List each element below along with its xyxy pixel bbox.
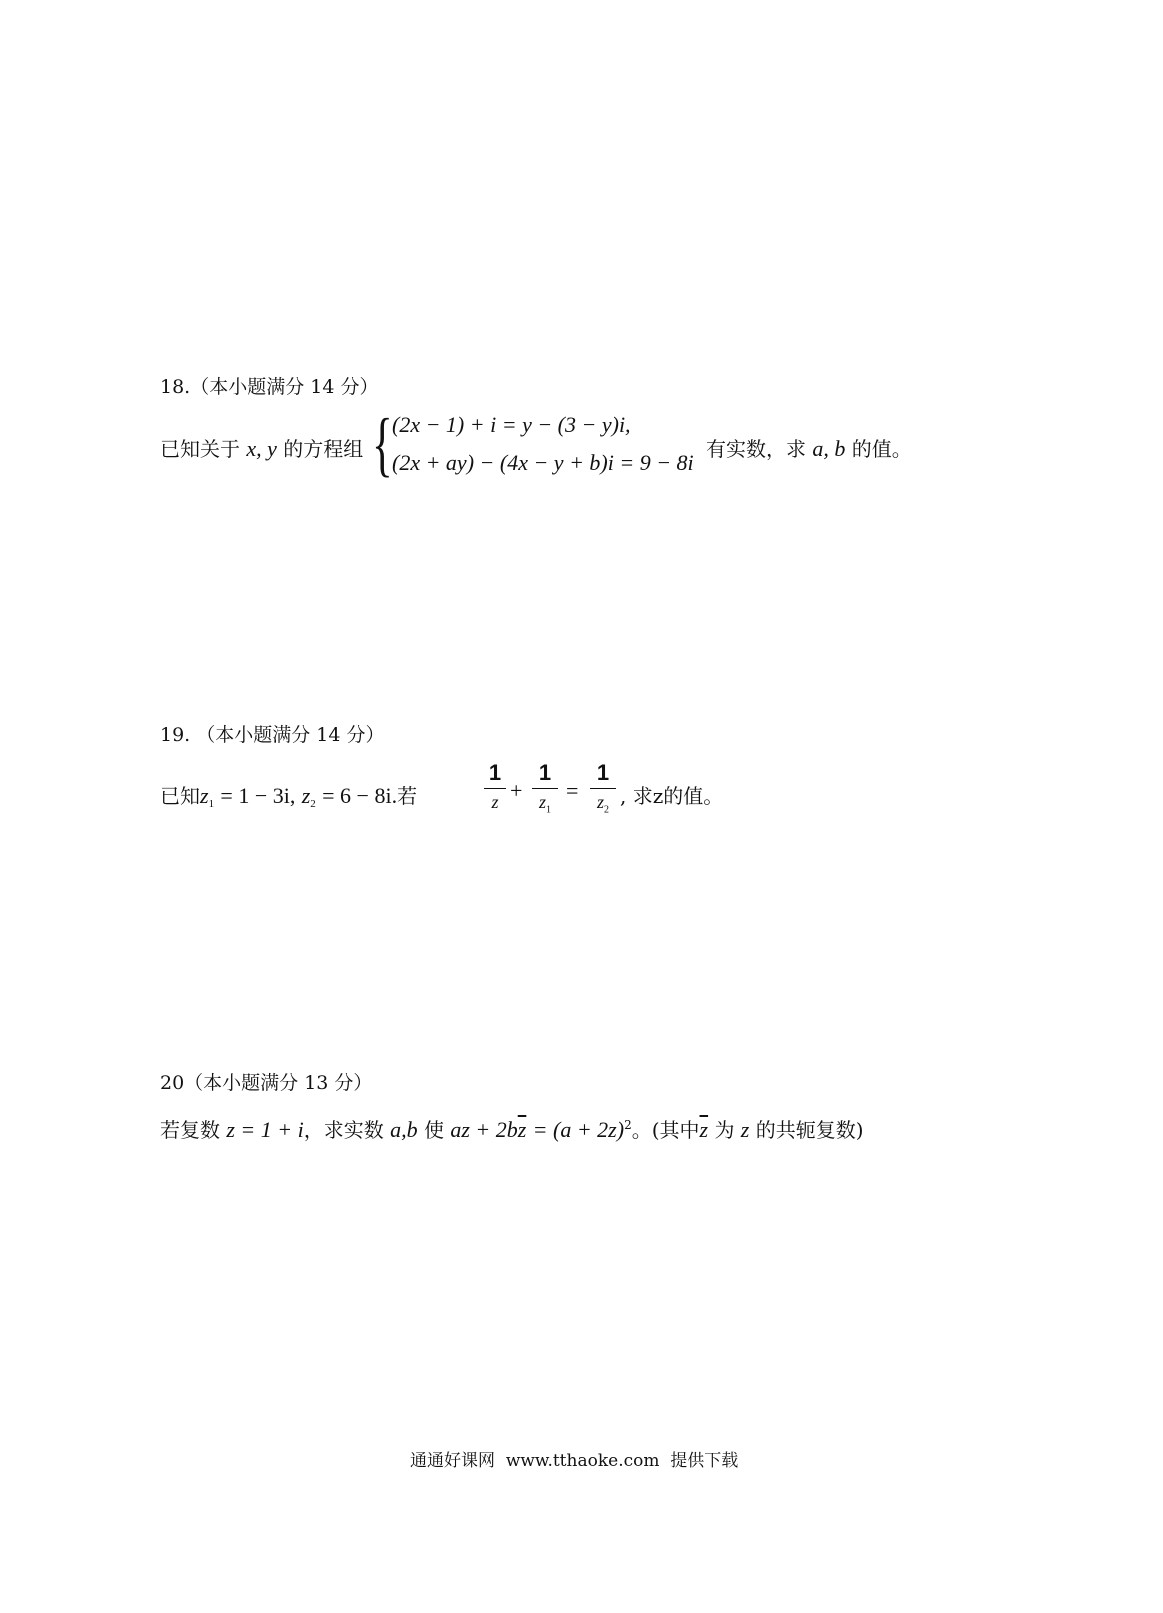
footer-suffix: 提供下载 bbox=[670, 1451, 739, 1471]
q20-note-open: 。(其中 bbox=[631, 1118, 700, 1142]
footer-site-name: 通通好课网 bbox=[410, 1451, 495, 1471]
q20-text-mid: ，求实数 bbox=[303, 1118, 384, 1142]
q19-header: 19. （本小题满分 14 分） bbox=[160, 724, 385, 746]
q19-frac1-denominator: z bbox=[491, 792, 499, 812]
q19-text-after: , 求z的值。 bbox=[620, 784, 724, 808]
q19-text-before: 已知 bbox=[160, 784, 200, 808]
q18-text-end: 的值。 bbox=[851, 437, 912, 461]
q20-note-zbar: $\overline{z}$ bbox=[699, 1117, 709, 1142]
q19-z1-symbol: $z_1$ bbox=[200, 783, 215, 810]
footer-url[interactable]: www.tthaoke.com bbox=[505, 1451, 660, 1471]
q20-note-z: z bbox=[740, 1117, 750, 1142]
q20-note-is: 为 bbox=[714, 1118, 735, 1142]
q20-expr-right: = (a + 2z) bbox=[532, 1117, 625, 1142]
q19-z2-definition: = 6 − 8i. bbox=[322, 783, 398, 808]
q18-vars-ab: a, b bbox=[812, 436, 846, 461]
q19-z2-symbol: $z_2$ bbox=[301, 783, 316, 810]
q20-expr-left: az + 2b bbox=[450, 1117, 518, 1142]
q20-vars-ab: a,b bbox=[390, 1117, 418, 1142]
q19-stem-lead bbox=[160, 780, 417, 810]
q19-equals-sign: = bbox=[566, 778, 579, 803]
q18-text-after: 有实数，求 bbox=[706, 437, 806, 461]
q18-equation-2: (2x + ay) − (4x − y + b)i = 9 − 8i bbox=[392, 450, 694, 475]
q19-fraction-1-over-z bbox=[484, 760, 506, 813]
q18-text-before: 已知关于 bbox=[160, 437, 240, 461]
q19-frac2-denominator: $z_1$ bbox=[538, 792, 551, 816]
q19-fraction-1-over-z1 bbox=[532, 760, 558, 822]
q19-frac1-numerator: 1 bbox=[488, 760, 502, 785]
q20-z-definition: z = 1 + i bbox=[226, 1117, 304, 1142]
q18-text-mid: 的方程组 bbox=[283, 437, 364, 461]
q18-stem-lead bbox=[160, 433, 363, 462]
q20-exponent: 2 bbox=[624, 1118, 632, 1132]
q20-note-close: 的共轭复数) bbox=[755, 1118, 864, 1142]
q19-plus-sign: + bbox=[510, 778, 523, 803]
q19-z1-definition: = 1 − 3i, bbox=[220, 783, 296, 808]
q20-z-conjugate: $\overline{z}$ bbox=[517, 1117, 527, 1142]
q20-header: 20（本小题满分 13 分） bbox=[160, 1072, 373, 1094]
q19-frac3-denominator: $z_2$ bbox=[596, 792, 609, 816]
q19-frac2-numerator: 1 bbox=[538, 760, 552, 785]
q18-system-brace: { bbox=[372, 404, 393, 484]
q18-header: 18.（本小题满分 14 分） bbox=[160, 376, 379, 398]
q19-frac3-numerator: 1 bbox=[596, 760, 610, 785]
q20-stem bbox=[160, 1114, 864, 1143]
q20-text-use: 使 bbox=[423, 1118, 444, 1142]
page-footer bbox=[410, 1446, 738, 1471]
q19-text-if: 若 bbox=[397, 784, 418, 808]
q20-text-before: 若复数 bbox=[160, 1118, 220, 1142]
q19-fraction-1-over-z2 bbox=[590, 760, 616, 822]
q18-stem-tail bbox=[706, 433, 912, 462]
q18-vars-xy: x, y bbox=[246, 436, 277, 461]
q18-equation-1: (2x − 1) + i = y − (3 − y)i, bbox=[392, 412, 631, 437]
